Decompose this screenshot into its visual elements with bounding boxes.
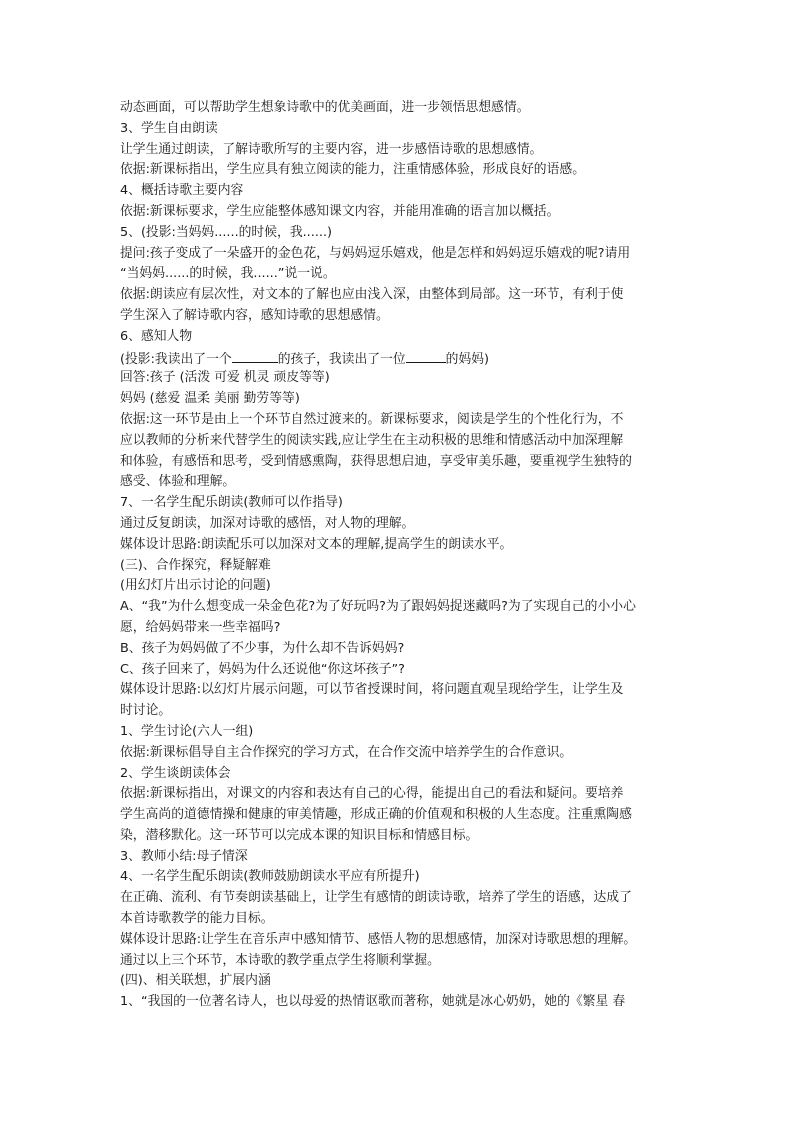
blank-text-1: (投影:我读出了一个 [120, 351, 232, 367]
question-line: B、孩子为妈妈做了不少事，为什么却不告诉妈妈? [120, 640, 405, 656]
section-heading: 2、学生谈朗读体会 [120, 765, 231, 781]
text-line: 让学生通过朗读，了解诗歌所写的主要内容，进一步感悟诗歌的思想感情。 [120, 141, 543, 157]
text-line: 感受、体验和理解。 [120, 474, 236, 490]
blank-underline [232, 348, 278, 363]
section-heading: (四)、相关联想，扩展内涵 [120, 973, 271, 989]
text-line: 依据:朗读应有层次性，对文本的了解也应由浅入深，由整体到局部。这一环节，有利于使 [120, 287, 624, 303]
text-line: 时讨论。 [120, 703, 172, 719]
section-heading: 4、概括诗歌主要内容 [120, 183, 244, 199]
text-line: 媒体设计思路:让学生在音乐声中感知情节、感悟人物的思想感情，加深对诗歌思想的理解。 [120, 931, 637, 947]
text-line: 依据:新课标指出，对课文的内容和表达有自己的心得，能提出自己的看法和疑问。要培养 [120, 786, 624, 802]
question-line: A、“我”为什么想变成一朵金色花?为了好玩吗?为了跟妈妈捉迷藏吗?为了实现自己的小小心 [120, 599, 636, 615]
section-heading: 4、一名学生配乐朗读(教师鼓励朗读水平应有所提升) [120, 869, 420, 885]
question-line: 愿，给妈妈带来一些幸福吗? [120, 619, 281, 635]
fill-in-blank-line [120, 348, 680, 369]
blank-underline [406, 348, 446, 363]
text-line: 和体验，有感悟和思考，受到情感熏陶，获得思想启迪，享受审美乐趣，要重视学生独特的 [120, 453, 632, 469]
text-line: 染，潜移默化。这一环节可以完成本课的知识目标和情感目标。 [120, 827, 479, 843]
text-line: (用幻灯片出示讨论的问题) [120, 578, 271, 594]
blank-text-2: 的孩子，我读出了一位 [277, 351, 406, 367]
section-heading: 5、(投影:当妈妈......的时候，我......) [120, 224, 333, 240]
text-line: 妈妈 (慈爱 温柔 美丽 勤劳等等) [120, 391, 300, 407]
text-line: 通过反复朗读，加深对诗歌的感悟，对人物的理解。 [120, 515, 415, 531]
text-line: 依据:新课标倡导自主合作探究的学习方式，在合作交流中培养学生的合作意识。 [120, 744, 573, 760]
text-line: 动态画面，可以帮助学生想象诗歌中的优美画面，进一步领悟思想感情。 [120, 100, 530, 115]
section-heading: 3、学生自由朗读 [120, 120, 218, 136]
text-line: 学生深入了解诗歌内容，感知诗歌的思想感情。 [120, 307, 389, 323]
text-line: 提问:孩子变成了一朵盛开的金色花，与妈妈逗乐嬉戏，他是怎样和妈妈逗乐嬉戏的呢?请用 [120, 245, 631, 261]
text-line: 应以教师的分析来代替学生的阅读实践,应让学生在主动积极的思维和情感活动中加深理解 [120, 432, 624, 448]
text-line: 在正确、流利、有节奏朗读基础上，让学生有感情的朗读诗歌，培养了学生的语感，达成了 [120, 890, 632, 906]
text-line: “当妈妈......的时候，我......”说一说。 [120, 266, 336, 282]
text-line: 学生高尚的道德情操和健康的审美情趣，形成正确的价值观和积极的人生态度。注重熏陶感 [120, 807, 632, 823]
text-line: 媒体设计思路:以幻灯片展示问题，可以节省授课时间，将问题直观呈现给学生，让学生及 [120, 682, 624, 698]
question-line: C、孩子回来了，妈妈为什么还说他“你这坏孩子”? [120, 661, 405, 677]
text-line: 回答:孩子 (活泼 可爱 机灵 顽皮等等) [120, 370, 330, 386]
text-line: 依据:新课标指出，学生应具有独立阅读的能力，注重情感体验，形成良好的语感。 [120, 162, 585, 178]
section-heading: 1、学生讨论(六人一组) [120, 723, 254, 739]
text-line: 1、“我国的一位著名诗人，也以母爱的热情讴歌而著称，她就是冰心奶奶，她的《繁星 春 [120, 994, 626, 1010]
section-heading: 6、感知人物 [120, 328, 193, 344]
text-line: 通过以上三个环节，本诗歌的教学重点学生将顺利掌握。 [120, 952, 440, 968]
blank-text-3: 的妈妈) [445, 351, 490, 367]
text-line: 依据:这一环节是由上一个环节自然过渡来的。新课标要求，阅读是学生的个性化行为，不 [120, 411, 624, 427]
text-line: 本首诗歌教学的能力目标。 [120, 911, 274, 927]
section-heading: 3、教师小结:母子情深 [120, 848, 248, 864]
document-body [120, 98, 680, 1013]
text-line: 依据:新课标要求，学生应能整体感知课文内容，并能用准确的语言加以概括。 [120, 203, 560, 219]
text-line: 媒体设计思路:朗读配乐可以加深对文本的理解,提高学生的朗读水平。 [120, 536, 513, 552]
section-heading: 7、一名学生配乐朗读(教师可以作指导) [120, 495, 343, 511]
section-heading: (三)、合作探究，释疑解难 [120, 557, 271, 573]
